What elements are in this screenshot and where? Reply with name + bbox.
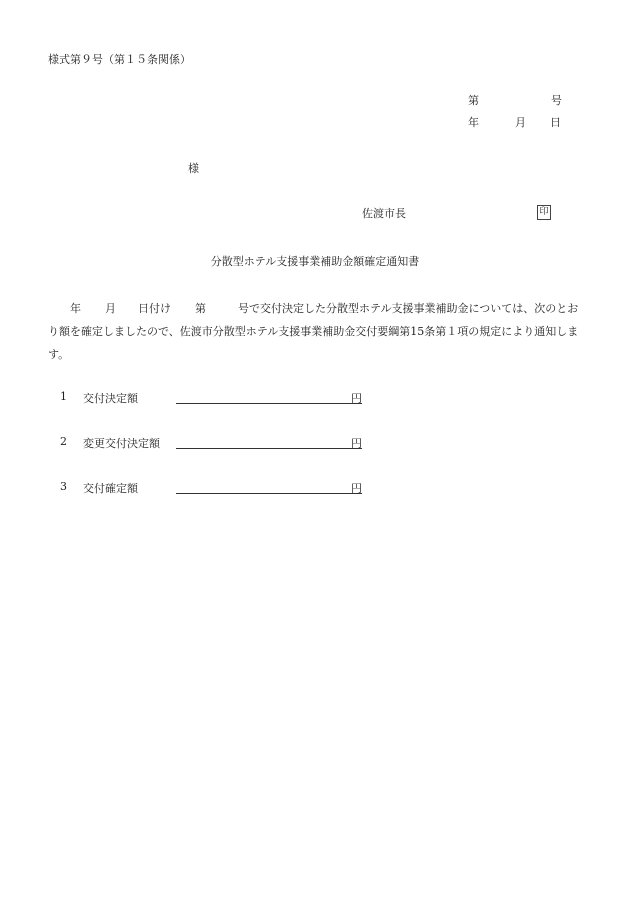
item-unit: 円	[351, 437, 362, 450]
amount-blank-line	[176, 493, 362, 494]
body-paragraph	[48, 297, 588, 366]
document-number-suffix: 号	[551, 94, 562, 107]
body-number-prefix: 第	[195, 302, 206, 315]
amount-blank-line	[176, 448, 362, 449]
amount-item	[60, 390, 370, 406]
amount-item	[60, 480, 370, 496]
date-year-label: 年	[468, 116, 479, 129]
body-day: 日付け	[138, 302, 171, 315]
amount-blank-line	[176, 403, 362, 404]
item-number: 3	[60, 480, 67, 493]
date-month-label: 月	[515, 116, 526, 129]
body-month: 月	[105, 302, 116, 315]
seal-mark: 印	[537, 205, 551, 220]
document-number-prefix: 第	[468, 94, 479, 107]
item-unit: 円	[351, 392, 362, 405]
item-number: 2	[60, 435, 67, 448]
item-unit: 円	[351, 482, 362, 495]
item-label: 変更交付決定額	[83, 437, 160, 450]
body-year: 年	[70, 302, 81, 315]
issuer-title: 佐渡市長	[362, 207, 406, 220]
date-day-label: 日	[550, 116, 561, 129]
item-label: 交付確定額	[83, 482, 138, 495]
item-number: 1	[60, 390, 67, 403]
amount-item	[60, 435, 370, 451]
document-title: 分散型ホテル支援事業補助金額確定通知書	[210, 255, 420, 268]
body-text: 号で交付決定した分散型ホテル支援事業補助金については、次のとおり額を確定しましたので、佐渡市分散型ホテル支援事業補助金交付要綱第15条第１項の規定により通知します。	[48, 302, 579, 361]
addressee-honorific: 様	[188, 162, 199, 175]
form-id: 様式第９号（第１５条関係）	[48, 53, 191, 66]
item-label: 交付決定額	[83, 392, 138, 405]
